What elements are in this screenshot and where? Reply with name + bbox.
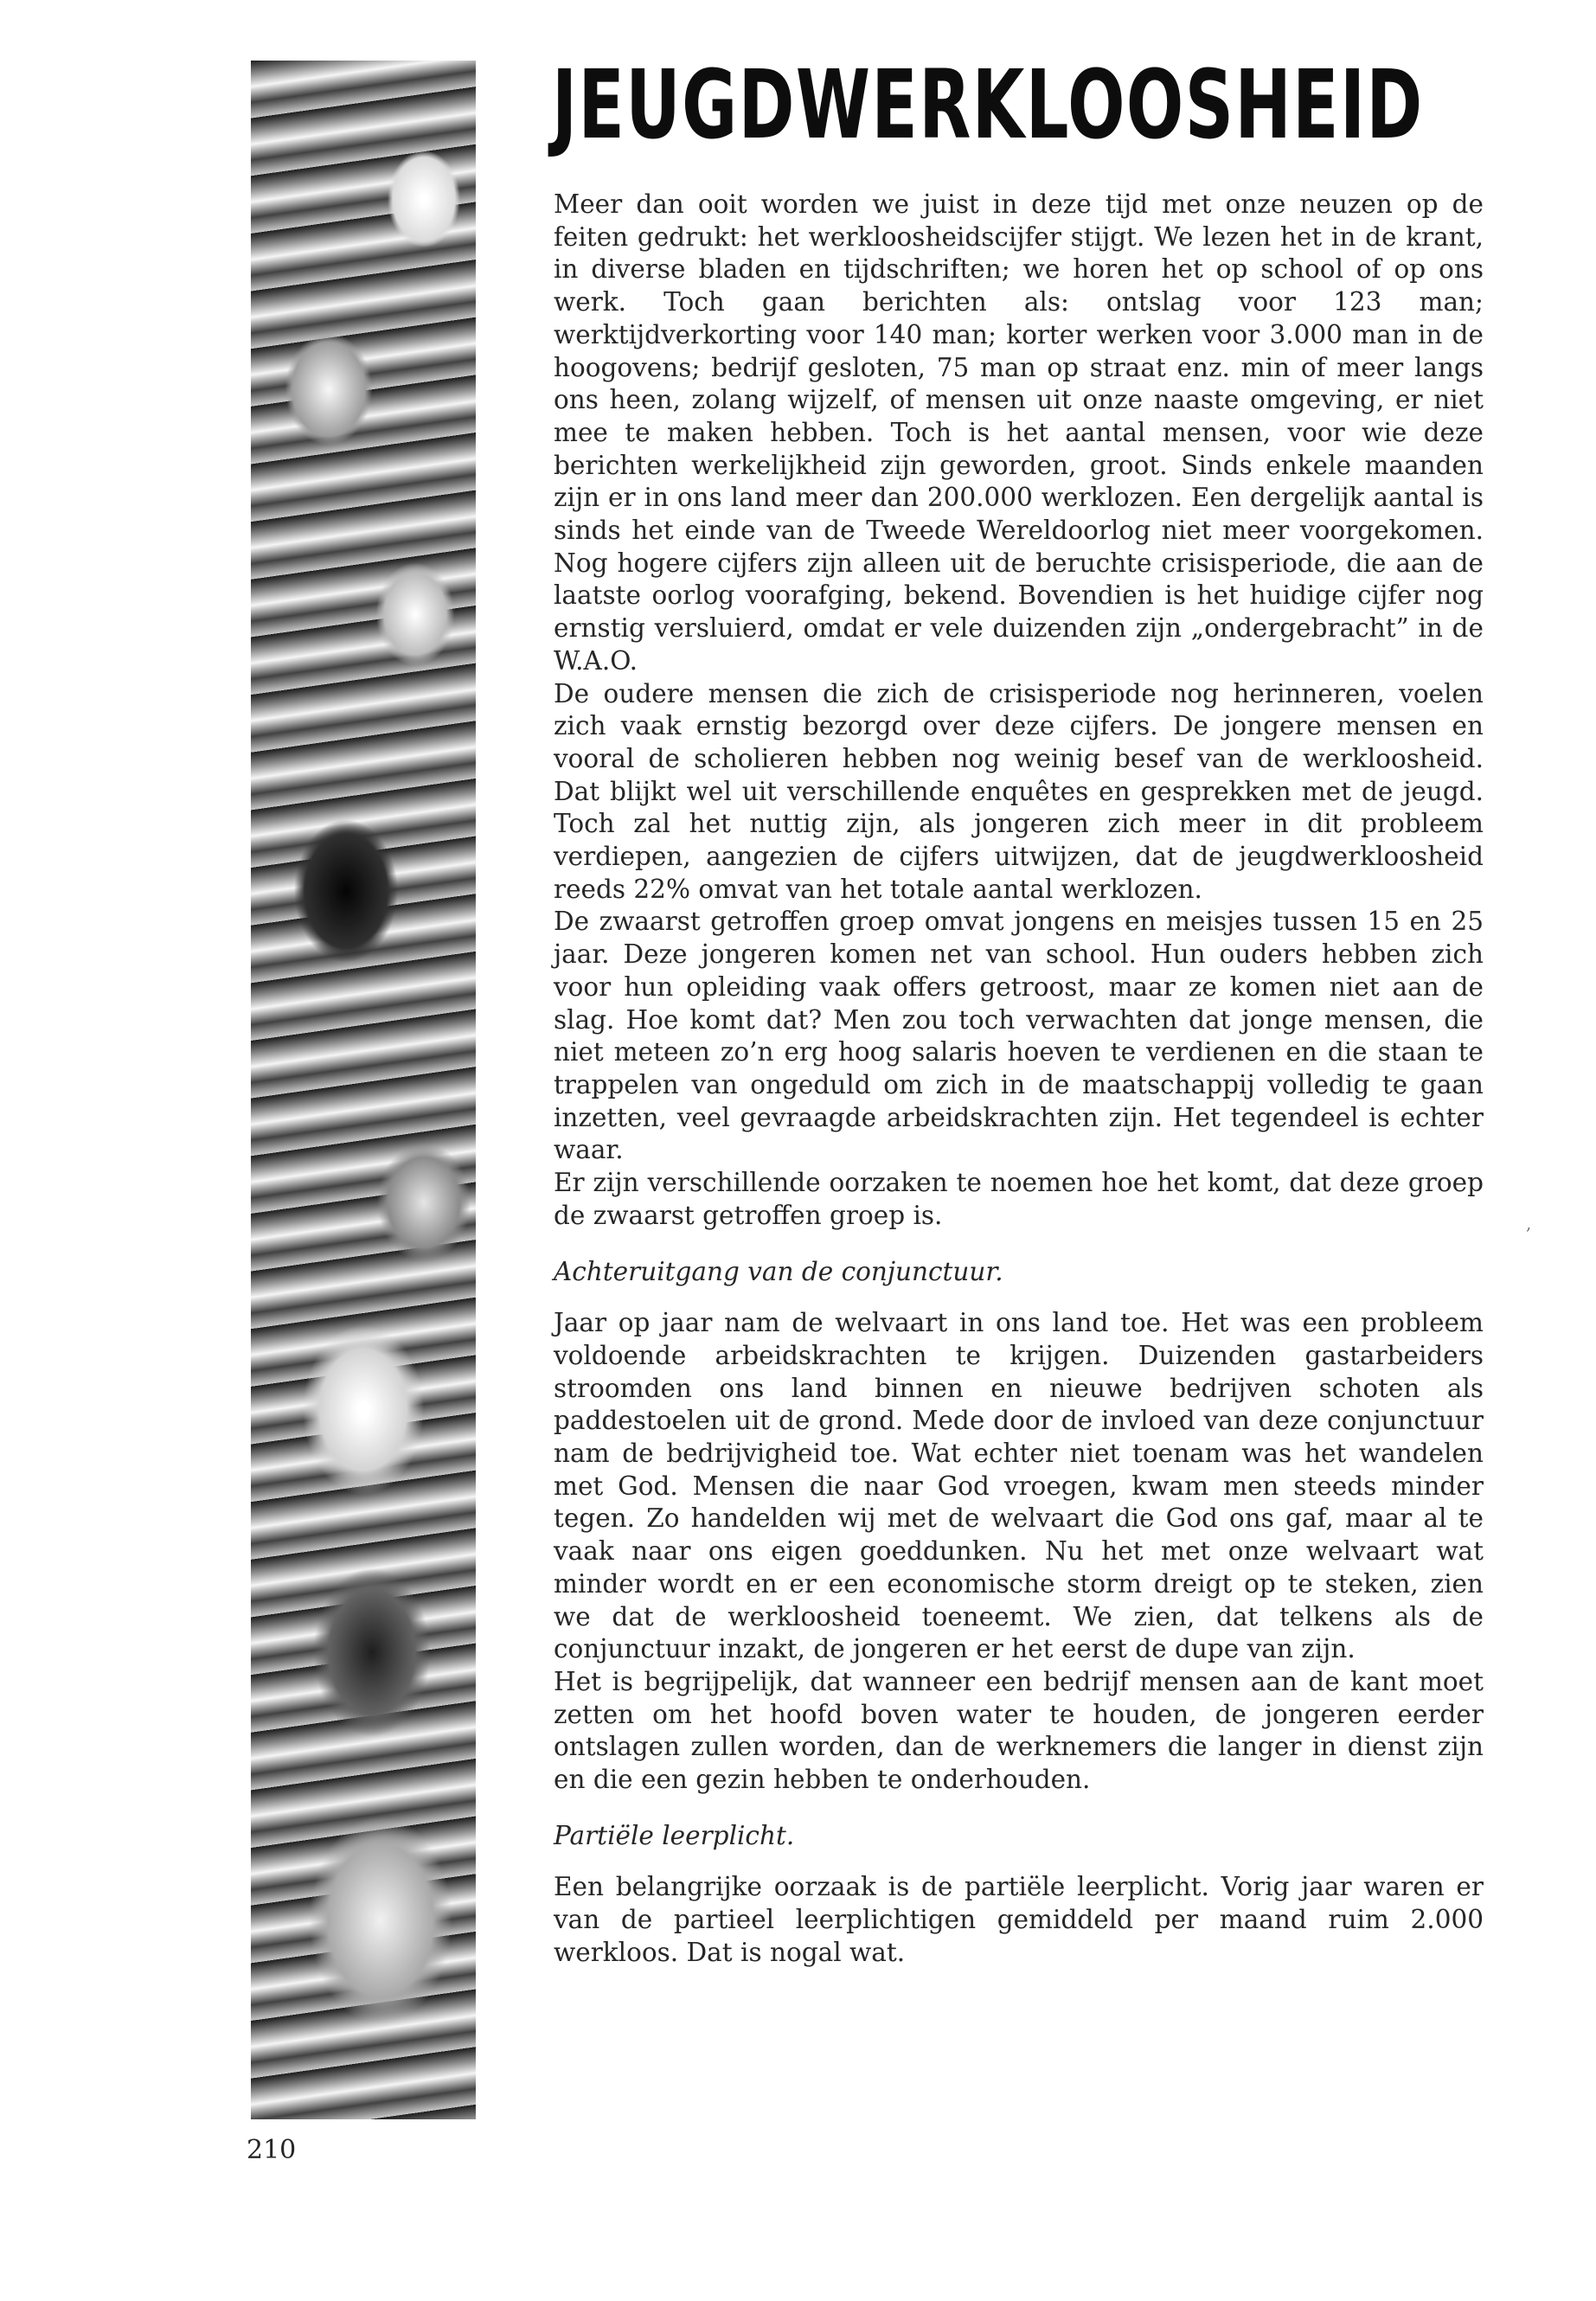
paragraph: Meer dan ooit worden we juist in deze tijd met onze neuzen op de feiten gedrukt: het werkloosheidscijfer stijgt. We lezen het in de krant, in diverse bladen en tijdschriften; we horen het op school of op ons werk. Toch gaan berichten als: ontslag voor 123 man; werktijdverkorting voor 140 man; korter werken voor 3.000 man in de hoogovens; bedrijf gesloten, 75 man op straat enz. min of meer langs ons heen, zolang wijzelf, of mensen uit onze naaste omgeving, er niet mee te maken hebben. Toch is het aantal mensen, voor wie deze berichten werkelijkheid zijn geworden, groot. Sinds enkele maanden zijn er in ons land meer dan 200.000 werklozen. Een dergelijk aantal is sinds het einde van de Tweede Wereldoorlog niet meer voorgekomen. Nog hogere cijfers zijn alleen uit de beruchte crisisperiode, die aan de laatste oorlog voorafging, bekend. Bovendien is het huidige cijfer nog ernstig versluierd, omdat er vele duizenden zijn „ondergebracht” in de W.A.O. <box>554 189 1484 676</box>
paragraph: Er zijn verschillende oorzaken te noemen hoe het komt, dat deze groep de zwaarst getroffen groep is. <box>554 1168 1484 1230</box>
article-body <box>554 189 1484 1970</box>
margin-mark: , <box>1526 1213 1532 1234</box>
paragraph: De zwaarst getroffen groep omvat jongens en meisjes tussen 15 en 25 jaar. Deze jongeren komen net van school. Hun ouders hebben zich voor hun opleiding vaak offers getroost, maar ze komen niet aan de slag. Hoe komt dat? Men zou toch verwachten dat jonge mensen, die niet meteen zo’n erg hoog salaris hoeven te verdienen en die staan te trappelen van ongeduld om zich in de maatschappij volledig te gaan inzetten, veel gevraagde arbeidskrachten zijn. Het tegendeel is echter waar. <box>554 907 1484 1165</box>
crowd-photo <box>251 61 476 2119</box>
section-heading-leerplicht: Partiële leerplicht. <box>554 1820 795 1850</box>
page-number: 210 <box>247 2135 297 2165</box>
page-title: JEUGDWERKLOOSHEID <box>552 49 1424 160</box>
paragraph: De oudere mensen die zich de crisisperiode nog herinneren, voelen zich vaak ernstig bezorgd over deze cijfers. De jongere mensen en vooral de scholieren hebben nog weinig besef van de werkloosheid. Dat blijkt wel uit verschillende enquêtes en gesprekken met de jeugd. Toch zal het nuttig zijn, als jongeren zich meer in dit probleem verdiepen, aangezien de cijfers uitwijzen, dat de jeugdwerkloosheid reeds 22% omvat van het totale aantal werklozen. <box>554 678 1484 904</box>
section-heading-conjunctuur: Achteruitgang van de conjunctuur. <box>554 1256 1003 1286</box>
paragraph: Jaar op jaar nam de welvaart in ons land toe. Het was een probleem voldoende arbeidskrachten te krijgen. Duizenden gastarbeiders stroomden ons land binnen en nieuwe bedrijven schoten als paddestoelen uit de grond. Mede door de invloed van deze conjunctuur nam de bedrijvigheid toe. Wat echter niet toenam was het wandelen met God. Mensen die naar God vroegen, kwam men steeds minder tegen. Zo handelden wij met de welvaart die God ons gaf, maar al te vaak naar ons eigen goeddunken. Nu het met onze welvaart wat minder wordt en er een economische storm dreigt op te steken, zien we dat de werkloosheid toeneemt. We zien, dat telkens als de conjunctuur inzakt, de jongeren er het eerst de dupe van zijn. <box>554 1308 1484 1664</box>
paragraph: Het is begrijpelijk, dat wanneer een bedrijf mensen aan de kant moet zetten om het hoofd boven water te houden, de jongeren eerder ontslagen zullen worden, dan de werknemers die langer in dienst zijn en die een gezin hebben te onderhouden. <box>554 1666 1484 1795</box>
paragraph: Een belangrijke oorzaak is de partiële leerplicht. Vorig jaar waren er van de partieel leerplichtigen gemiddeld per maand ruim 2.000 werkloos. Dat is nogal wat. <box>554 1872 1484 1967</box>
